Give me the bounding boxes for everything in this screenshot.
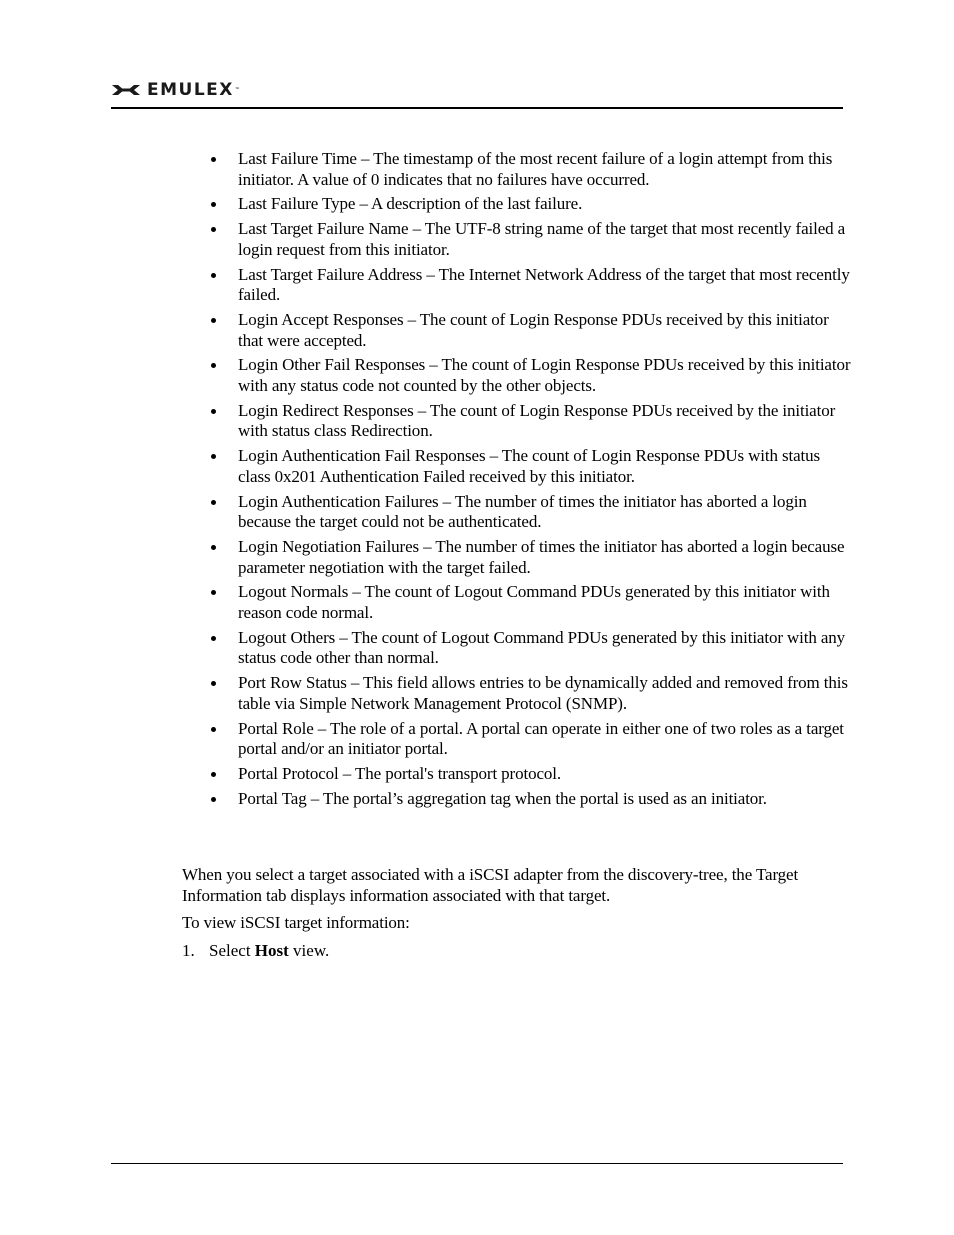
- list-item: Login Authentication Fail Responses – The count of Login Response PDUs with status class 0x201 Authentication Failed received by this initiator.: [211, 446, 851, 487]
- bullet-icon: [211, 157, 216, 162]
- bullet-icon: [211, 318, 216, 323]
- bullet-icon: [211, 202, 216, 207]
- list-item: Portal Tag – The portal’s aggregation tag when the portal is used as an initiator.: [211, 789, 851, 810]
- bullet-icon: [211, 363, 216, 368]
- list-item: Login Other Fail Responses – The count of Login Response PDUs received by this initiator with any status code not counted by the other objects.: [211, 355, 851, 396]
- step-prefix: Select: [209, 941, 255, 960]
- bullet-icon: [211, 500, 216, 505]
- bullet-icon: [211, 681, 216, 686]
- list-item: Last Failure Type – A description of the last failure.: [211, 194, 851, 215]
- list-item: Login Authentication Failures – The number of times the initiator has aborted a login because the target could not be authenticated.: [211, 492, 851, 533]
- bullet-icon: [211, 409, 216, 414]
- bullet-icon: [211, 273, 216, 278]
- list-item: Login Negotiation Failures – The number of times the initiator has aborted a login because parameter negotiation with the target failed.: [211, 537, 851, 578]
- intro-paragraph: When you select a target associated with a iSCSI adapter from the discovery-tree, the Target Information tab displays information associated with that target.: [182, 865, 799, 905]
- list-item: Login Accept Responses – The count of Login Response PDUs received by this initiator that were accepted.: [211, 310, 851, 351]
- bullet-icon: [211, 227, 216, 232]
- bullet-icon: [211, 797, 216, 802]
- list-item: Last Failure Time – The timestamp of the most recent failure of a login attempt from this initiator. A value of 0 indicates that no failures have occurred.: [211, 149, 851, 190]
- instruction-text: To view iSCSI target information:: [182, 913, 410, 932]
- bullet-icon: [211, 454, 216, 459]
- header-rule: [111, 107, 843, 109]
- list-item: Logout Others – The count of Logout Command PDUs generated by this initiator with any status code other than normal.: [211, 628, 851, 669]
- step-bold-term: Host: [254, 941, 289, 960]
- bullet-icon: [211, 772, 216, 777]
- step-suffix: view.: [288, 941, 330, 960]
- trademark: ™: [234, 87, 242, 93]
- emulex-logo: [111, 80, 241, 100]
- bullet-list: [211, 149, 851, 814]
- list-item: Last Target Failure Name – The UTF-8 string name of the target that most recently failed a login request from this initiator.: [211, 219, 851, 260]
- list-item: Last Target Failure Address – The Internet Network Address of the target that most recently failed.: [211, 265, 851, 306]
- list-item: Portal Role – The role of a portal. A portal can operate in either one of two roles as a target portal and/or an initiator portal.: [211, 719, 851, 760]
- bullet-icon: [211, 636, 216, 641]
- bullet-icon: [211, 545, 216, 550]
- emulex-logo-icon: [111, 83, 141, 97]
- step-item: [182, 941, 329, 962]
- step-number: 1.: [182, 941, 195, 960]
- list-item: Port Row Status – This field allows entries to be dynamically added and removed from this table via Simple Network Management Protocol (SNMP).: [211, 673, 851, 714]
- logo-text: EMULEX™: [147, 80, 242, 100]
- bullet-icon: [211, 590, 216, 595]
- page-header: [111, 80, 843, 110]
- list-item: Logout Normals – The count of Logout Command PDUs generated by this initiator with reason code normal.: [211, 582, 851, 623]
- list-item: Login Redirect Responses – The count of Login Response PDUs received by the initiator with status class Redirection.: [211, 401, 851, 442]
- footer-rule: [111, 1163, 843, 1164]
- list-item: Portal Protocol – The portal's transport protocol.: [211, 764, 851, 785]
- bullet-icon: [211, 727, 216, 732]
